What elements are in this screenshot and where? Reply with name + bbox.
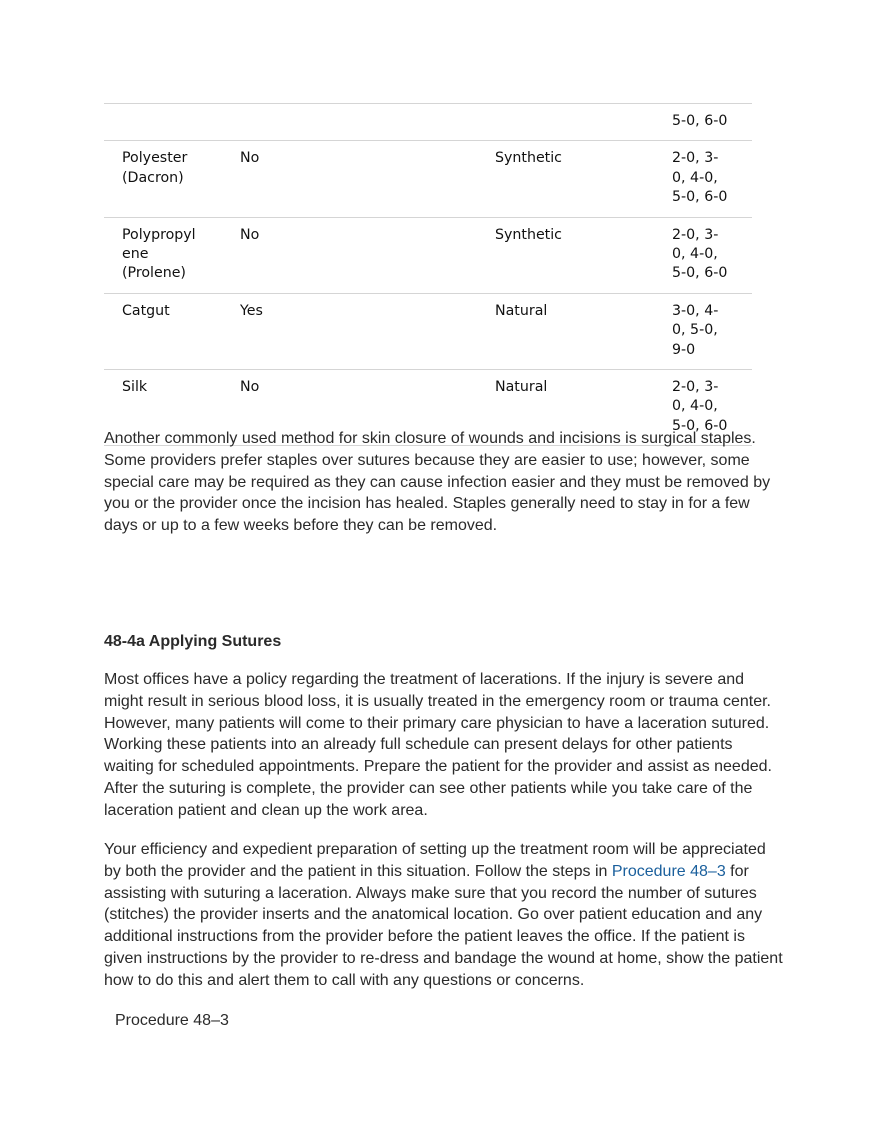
material-cell: Polyester (Dacron) [122, 150, 188, 186]
table-row [104, 293, 752, 369]
efficiency-paragraph [104, 839, 784, 992]
staples-paragraph: Another commonly used method for skin closure of wounds and incisions is surgical staples. Some providers prefer staples over sutures because they are easier to use; however, some special care may be required as they can cause infection easier and they must be removed by you or the provider once the incision has healed. Staples generally need to stay in for a few days or up to a few weeks before they can be removed. [104, 430, 771, 535]
type-cell: Synthetic [495, 226, 562, 243]
absorbable-cell: No [240, 226, 260, 243]
material-cell: Silk [122, 379, 148, 396]
material-cell: Polypropyl ene (Prolene) [122, 226, 196, 282]
type-cell: Synthetic [495, 150, 562, 167]
sizes-cell: 3-0, 4- 0, 5-0, 9-0 [672, 302, 719, 358]
procedure-48-3-link[interactable]: Procedure 48–3 [611, 862, 726, 880]
table-row [104, 141, 752, 217]
sizes-cell: 5-0, 6-0 [672, 113, 728, 129]
procedure-label: Procedure 48–3 [115, 1012, 229, 1029]
lacerations-paragraph: Most offices have a policy regarding the treatment of lacerations. If the injury is severe and might result in serious blood loss, it is usually treated in the emergency room or trauma center. However, many patients will come to their primary care physician to have a laceration sutured. Working these patients into an already full schedule can present delays for other patients waiting for scheduled appointments. Prepare the patient for the provider and assist as needed. After the suturing is complete, the provider can see other patients while you take care of the laceration patient and clean up the work area. [104, 671, 772, 819]
sizes-cell: 2-0, 3- 0, 4-0, 5-0, 6-0 [672, 150, 728, 206]
efficiency-text-before-link: Your efficiency and expedient preparation of setting up the treatment room will be appreciated by both the provider and the patient in this situation. Follow the steps in [104, 841, 766, 880]
absorbable-cell: No [240, 379, 260, 396]
material-cell: Catgut [122, 302, 170, 319]
efficiency-text-after-link: for assisting with suturing a laceration. Always make sure that you record the number of sutures (stitches) the provider inserts and the anatomical location. Go over patient education and any additional instructions from the provider before the patient leaves the office. If the patient is given instructions by the provider to re-dress and bandage the wound at home, show the patient how to do this and alert them to call with any questions or concerns. [104, 862, 783, 989]
sizes-cell: 2-0, 3- 0, 4-0, 5-0, 6-0 [672, 226, 728, 282]
table-row [104, 217, 752, 293]
suture-materials-table [104, 103, 752, 446]
absorbable-cell: Yes [240, 302, 263, 319]
absorbable-cell: No [240, 150, 260, 167]
sizes-cell: 2-0, 3- 0, 4-0, 5-0, 6-0 [672, 379, 728, 434]
type-cell: Natural [495, 379, 548, 396]
section-heading: 48-4a Applying Sutures [104, 633, 282, 650]
table-row [104, 104, 752, 141]
type-cell: Natural [495, 302, 548, 319]
